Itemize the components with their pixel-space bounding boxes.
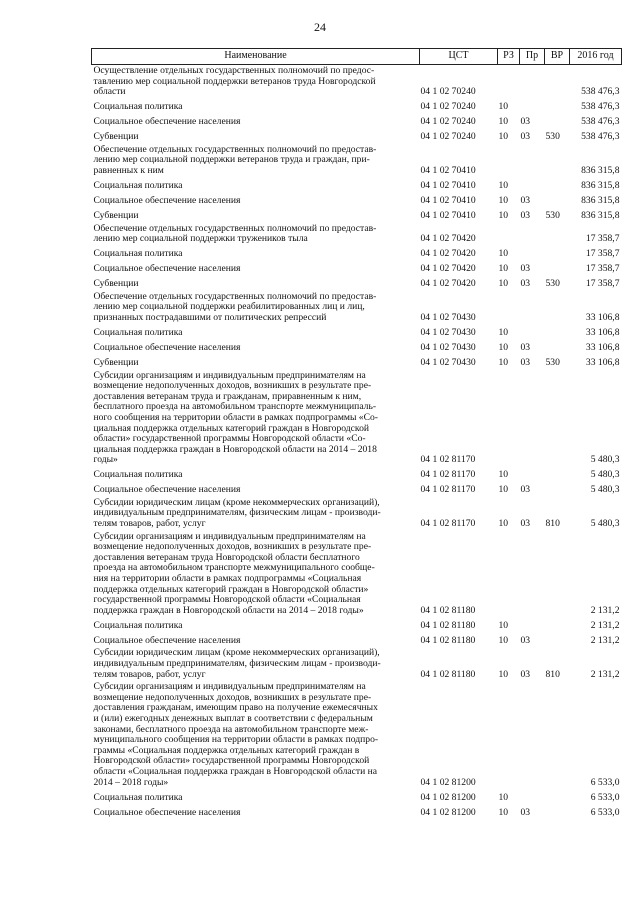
cell-cst: 04 1 02 81200 <box>420 806 476 818</box>
cell-name <box>92 370 420 467</box>
cell-name <box>92 208 420 223</box>
cell-pr: 03 <box>520 518 531 530</box>
cell-pr: 03 <box>520 806 531 818</box>
table-row <box>92 355 622 370</box>
header-name: Наименование <box>92 49 420 65</box>
cell-cst: 04 1 02 81200 <box>420 791 476 803</box>
cell-rz <box>498 370 520 467</box>
cell-cst: 04 1 02 70410 <box>420 179 476 191</box>
table-row <box>92 370 622 467</box>
name-line: Осуществление отдельных государственных полномочий по предос- <box>93 65 375 76</box>
cell-pr: 03 <box>520 484 531 496</box>
table-row <box>92 208 622 223</box>
name-line: Социальная политика <box>93 179 183 191</box>
name-line: Обеспечение отдельных государственных полномочий по предостав- <box>93 222 377 234</box>
cell-vr <box>545 193 570 208</box>
cell-name <box>92 647 420 681</box>
name-line: лению мер социальной поддержки реабилитированных лиц и лиц, <box>93 301 365 313</box>
name-line: Социальная политика <box>93 326 183 338</box>
cell-cst: 04 1 02 70420 <box>420 278 476 290</box>
cell-cst: 04 1 02 70420 <box>420 248 476 260</box>
cell-cst: 04 1 02 70410 <box>420 209 476 221</box>
cell-cst: 04 1 02 70240 <box>420 86 476 98</box>
name-line: бесплатного проезда на автомобильном транспорте межмуниципаль- <box>93 401 377 413</box>
cell-cst: 04 1 02 70420 <box>420 263 476 275</box>
name-line: государственной программы Новгородской области «Социальная <box>93 594 361 606</box>
cell-cst: 04 1 02 70430 <box>420 326 476 338</box>
page-number: 24 <box>314 20 326 34</box>
cell-amount: 17 358,7 <box>585 233 620 245</box>
name-line: индивидуальным предпринимателям, физическим лицам - производи- <box>93 507 381 519</box>
cell-pr: 03 <box>520 341 531 353</box>
cell-name <box>92 531 420 618</box>
name-line: Субсидии юридическим лицам (кроме некоммерческих организаций), <box>93 647 380 659</box>
cell-amount: 33 106,8 <box>585 356 620 368</box>
cell-rz: 10 <box>498 179 509 191</box>
cell-amount: 33 106,8 <box>585 341 620 353</box>
name-line: равненных к ним <box>93 164 164 176</box>
cell-name <box>92 482 420 497</box>
table-row <box>92 193 622 208</box>
cell-rz: 10 <box>498 619 509 631</box>
cell-vr: 530 <box>545 131 560 143</box>
cell-cst: 04 1 02 70410 <box>420 164 476 176</box>
table-row <box>92 482 622 497</box>
table-row <box>92 99 622 114</box>
table-row <box>92 632 622 647</box>
cell-rz: 10 <box>498 116 509 128</box>
cell-amount: 17 358,7 <box>585 263 620 275</box>
cell-amount: 33 106,8 <box>585 326 620 338</box>
cell-pr <box>520 325 545 340</box>
cell-rz: 10 <box>498 806 509 818</box>
cell-amount: 2 131,2 <box>590 619 620 631</box>
name-line: Социальное обеспечение населения <box>93 194 241 206</box>
cell-pr <box>520 144 545 178</box>
cell-name <box>92 114 420 129</box>
name-line: Социальная политика <box>93 469 183 481</box>
name-line: возмещение недополученных доходов, возникших в результате пре- <box>93 541 372 553</box>
cell-name <box>92 789 420 804</box>
cell-pr <box>520 617 545 632</box>
cell-cst: 04 1 02 70240 <box>420 101 476 113</box>
name-line: области «Социальная поддержка граждан в Новгородской области на <box>93 765 377 777</box>
table-row <box>92 276 622 291</box>
cell-vr <box>545 467 570 482</box>
cell-rz: 10 <box>498 341 509 353</box>
cell-pr: 03 <box>520 668 531 680</box>
cell-name <box>92 223 420 246</box>
cell-vr <box>545 246 570 261</box>
cell-amount: 538 476,3 <box>581 86 620 98</box>
header-vr: ВР <box>545 49 570 65</box>
cell-pr: 03 <box>520 116 531 128</box>
cell-rz: 10 <box>498 326 509 338</box>
cell-rz: 10 <box>498 469 509 481</box>
cell-name <box>92 617 420 632</box>
name-line: Субвенции <box>93 356 139 368</box>
cell-amount: 6 533,0 <box>590 776 620 788</box>
cell-rz <box>498 223 520 246</box>
table-row <box>92 467 622 482</box>
cell-amount: 836 315,8 <box>581 209 620 221</box>
cell-rz: 10 <box>498 248 509 260</box>
cell-name <box>92 497 420 531</box>
cell-vr: 810 <box>545 668 560 680</box>
cell-name <box>92 291 420 325</box>
cell-cst: 04 1 02 81170 <box>420 518 476 530</box>
cell-rz: 10 <box>498 356 509 368</box>
cell-cst: 04 1 02 70430 <box>420 356 476 368</box>
table-header <box>92 49 622 65</box>
cell-cst: 04 1 02 70420 <box>420 233 476 245</box>
table-row <box>92 804 622 819</box>
cell-rz: 10 <box>498 101 509 113</box>
cell-amount: 2 131,2 <box>590 604 620 616</box>
cell-pr <box>520 223 545 246</box>
name-line: Субвенции <box>93 209 139 221</box>
cell-pr <box>520 370 545 467</box>
cell-rz: 10 <box>498 484 509 496</box>
cell-pr: 03 <box>520 209 531 221</box>
name-line: годы» <box>93 454 118 466</box>
name-line: доставления ветеранам труда Новгородской области бесплатного <box>93 551 360 563</box>
name-line: Социальное обеспечение населения <box>93 484 241 496</box>
name-line: ния на территории области в рамках подпрограммы «Социальная <box>93 573 362 585</box>
cell-amount: 2 131,2 <box>590 668 620 680</box>
cell-pr <box>520 246 545 261</box>
cell-name <box>92 276 420 291</box>
cell-pr <box>520 65 545 99</box>
name-line: Обеспечение отдельных государственных полномочий по предостав- <box>93 290 377 302</box>
cell-name <box>92 804 420 819</box>
cell-cst: 04 1 02 81170 <box>420 484 476 496</box>
name-line: Субвенции <box>93 278 139 290</box>
cell-vr <box>545 291 570 325</box>
name-line: лению мер социальной поддержки ветеранов труда и граждан, при- <box>93 154 370 166</box>
cell-rz <box>498 144 520 178</box>
cell-vr <box>545 178 570 193</box>
name-line: Социальная политика <box>93 791 183 803</box>
name-line: Социальное обеспечение населения <box>93 634 241 646</box>
table-row <box>92 789 622 804</box>
cell-vr: 530 <box>545 356 560 368</box>
cell-rz: 10 <box>498 634 509 646</box>
cell-vr <box>545 617 570 632</box>
cell-rz: 10 <box>498 209 509 221</box>
name-line: ного сообщения на территории области в рамках подпрограммы «Со- <box>93 411 378 423</box>
name-line: Социальное обеспечение населения <box>93 806 241 818</box>
cell-vr: 810 <box>545 518 560 530</box>
name-line: Субсидии организациям и индивидуальным предпринимателям на <box>93 530 366 542</box>
cell-pr: 03 <box>520 278 531 290</box>
name-line: циальная поддержка отдельных категорий граждан в Новгородской <box>93 422 370 434</box>
cell-cst: 04 1 02 70410 <box>420 194 476 206</box>
name-line: поддержка отдельных категорий граждан в Новгородской области» <box>93 583 369 595</box>
cell-pr <box>520 789 545 804</box>
cell-pr: 03 <box>520 356 531 368</box>
cell-amount: 538 476,3 <box>581 131 620 143</box>
cell-amount: 6 533,0 <box>590 791 620 803</box>
name-line: признанных пострадавшими от политических репрессий <box>93 311 327 323</box>
name-line: Субсидии организациям и индивидуальным предпринимателям на <box>93 369 366 381</box>
cell-pr <box>520 681 545 789</box>
cell-vr: 530 <box>545 278 560 290</box>
name-line: доставления гражданам, имеющим право на получение ежемесячных <box>93 702 378 714</box>
cell-rz: 10 <box>498 263 509 275</box>
cell-amount: 5 480,3 <box>590 518 620 530</box>
cell-name <box>92 261 420 276</box>
header-cst: ЦСТ <box>420 49 498 65</box>
cell-name <box>92 193 420 208</box>
cell-pr: 03 <box>520 194 531 206</box>
cell-amount: 33 106,8 <box>585 311 620 323</box>
table-row <box>92 291 622 325</box>
name-line: Субсидии юридическим лицам (кроме некоммерческих организаций), <box>93 496 380 508</box>
cell-vr <box>545 223 570 246</box>
cell-amount: 836 315,8 <box>581 194 620 206</box>
cell-amount: 17 358,7 <box>585 278 620 290</box>
cell-name <box>92 178 420 193</box>
name-line: Социальная политика <box>93 101 183 113</box>
name-line: Социальная политика <box>93 619 183 631</box>
cell-rz: 10 <box>498 518 509 530</box>
cell-pr: 03 <box>520 131 531 143</box>
name-line: Обеспечение отдельных государственных полномочий по предостав- <box>93 143 377 155</box>
cell-vr <box>545 531 570 618</box>
name-line: граммы «Социальная поддержка отдельных категорий граждан в <box>93 744 360 756</box>
name-line: тавлению мер социальной поддержки ветеранов труда Новгородской <box>93 75 376 87</box>
cell-name <box>92 467 420 482</box>
cell-vr <box>545 632 570 647</box>
cell-rz: 10 <box>498 278 509 290</box>
cell-name <box>92 129 420 144</box>
cell-cst: 04 1 02 70240 <box>420 116 476 128</box>
cell-amount: 5 480,3 <box>590 454 620 466</box>
name-line: области» государственной программы Новгородской области «Со- <box>93 433 366 445</box>
cell-vr <box>545 804 570 819</box>
cell-cst: 04 1 02 81170 <box>420 469 476 481</box>
cell-amount: 836 315,8 <box>581 164 620 176</box>
cell-vr <box>545 114 570 129</box>
cell-rz: 10 <box>498 668 509 680</box>
name-line: телям товаров, работ, услуг <box>93 518 206 530</box>
header-rz: РЗ <box>498 49 520 65</box>
cell-name <box>92 340 420 355</box>
cell-amount: 5 480,3 <box>590 469 620 481</box>
name-line: индивидуальным предпринимателям, физическим лицам - производи- <box>93 658 381 669</box>
cell-pr <box>520 531 545 618</box>
name-line: области <box>93 86 126 98</box>
cell-rz: 10 <box>498 791 509 803</box>
cell-cst: 04 1 02 70430 <box>420 311 476 323</box>
cell-name <box>92 681 420 789</box>
cell-vr: 530 <box>545 209 560 221</box>
cell-cst: 04 1 02 81180 <box>420 604 476 616</box>
cell-vr <box>545 681 570 789</box>
cell-pr: 03 <box>520 263 531 275</box>
cell-name <box>92 246 420 261</box>
name-line: возмещение недополученных доходов, возникших в результате пре- <box>93 691 372 703</box>
cell-vr <box>545 325 570 340</box>
cell-name <box>92 144 420 178</box>
name-line: Субсидии организациям и индивидуальным предпринимателям на <box>93 681 366 693</box>
table-row <box>92 223 622 246</box>
table-row <box>92 497 622 531</box>
cell-name <box>92 355 420 370</box>
name-line: Субвенции <box>93 131 139 143</box>
cell-cst: 04 1 02 81180 <box>420 634 476 646</box>
table-row <box>92 129 622 144</box>
table-row <box>92 114 622 129</box>
name-line: Социальное обеспечение населения <box>93 341 241 353</box>
cell-amount: 836 315,8 <box>581 179 620 191</box>
name-line: телям товаров, работ, услуг <box>93 668 206 680</box>
cell-pr <box>520 291 545 325</box>
cell-amount: 538 476,3 <box>581 116 620 128</box>
cell-rz <box>498 291 520 325</box>
name-line: Социальное обеспечение населения <box>93 263 241 275</box>
name-line: Новгородской области» государственной программы Новгородской <box>93 755 370 767</box>
table-row <box>92 617 622 632</box>
table-row <box>92 178 622 193</box>
cell-name <box>92 325 420 340</box>
cell-amount: 5 480,3 <box>590 484 620 496</box>
cell-rz <box>498 681 520 789</box>
name-line: Социальное обеспечение населения <box>93 116 241 128</box>
cell-name <box>92 99 420 114</box>
name-line: поддержка граждан в Новгородской области на 2014 – 2018 годы» <box>93 604 364 616</box>
name-line: проезда на автомобильном транспорте межмуниципального сообще- <box>93 562 375 574</box>
header-year: 2016 год <box>570 49 622 65</box>
cell-rz <box>498 65 520 99</box>
cell-pr <box>520 178 545 193</box>
name-line: возмещение недополученных доходов, возникших в результате пре- <box>93 380 372 392</box>
cell-cst: 04 1 02 70240 <box>420 131 476 143</box>
cell-vr <box>545 261 570 276</box>
table-row <box>92 325 622 340</box>
name-line: лению мер социальной поддержки тружеников тыла <box>93 233 308 245</box>
table-row <box>92 531 622 618</box>
name-line: доставления ветеранам труда и гражданам, приравненным к ним, <box>93 390 362 402</box>
cell-amount: 538 476,3 <box>581 101 620 113</box>
cell-amount: 17 358,7 <box>585 248 620 260</box>
name-line: 2014 – 2018 годы» <box>93 776 169 788</box>
name-line: и (или) ежегодных денежных выплат в соответствии с федеральным <box>93 712 373 724</box>
cell-vr <box>545 340 570 355</box>
cell-amount: 6 533,0 <box>590 806 620 818</box>
cell-pr: 03 <box>520 634 531 646</box>
name-line: Социальная политика <box>93 248 183 260</box>
cell-cst: 04 1 02 81180 <box>420 668 476 680</box>
table-row <box>92 261 622 276</box>
name-line: муниципального сообщения на территории области в рамках подпро- <box>93 734 379 746</box>
table-row <box>92 681 622 789</box>
table-row <box>92 647 622 681</box>
cell-rz: 10 <box>498 194 509 206</box>
cell-amount: 2 131,2 <box>590 634 620 646</box>
table-row <box>92 144 622 178</box>
table-row <box>92 65 622 99</box>
cell-vr <box>545 65 570 99</box>
cell-vr <box>545 789 570 804</box>
cell-cst: 04 1 02 70430 <box>420 341 476 353</box>
table-body <box>92 65 622 820</box>
cell-vr <box>545 144 570 178</box>
cell-name <box>92 632 420 647</box>
cell-pr <box>520 467 545 482</box>
name-line: законами, бесплатного проезда на автомобильном транспорте меж- <box>93 723 369 735</box>
cell-cst: 04 1 02 81200 <box>420 776 476 788</box>
cell-rz: 10 <box>498 131 509 143</box>
cell-cst: 04 1 02 81180 <box>420 619 476 631</box>
name-line: циальная поддержка граждан в Новгородской области на 2014 – 2018 <box>93 443 377 455</box>
cell-pr <box>520 99 545 114</box>
cell-vr <box>545 370 570 467</box>
cell-rz <box>498 531 520 618</box>
budget-table <box>91 48 622 819</box>
cell-vr <box>545 482 570 497</box>
table-row <box>92 246 622 261</box>
table-row <box>92 340 622 355</box>
cell-cst: 04 1 02 81170 <box>420 454 476 466</box>
cell-name <box>92 65 420 99</box>
header-pr: Пр <box>520 49 545 65</box>
cell-vr <box>545 99 570 114</box>
